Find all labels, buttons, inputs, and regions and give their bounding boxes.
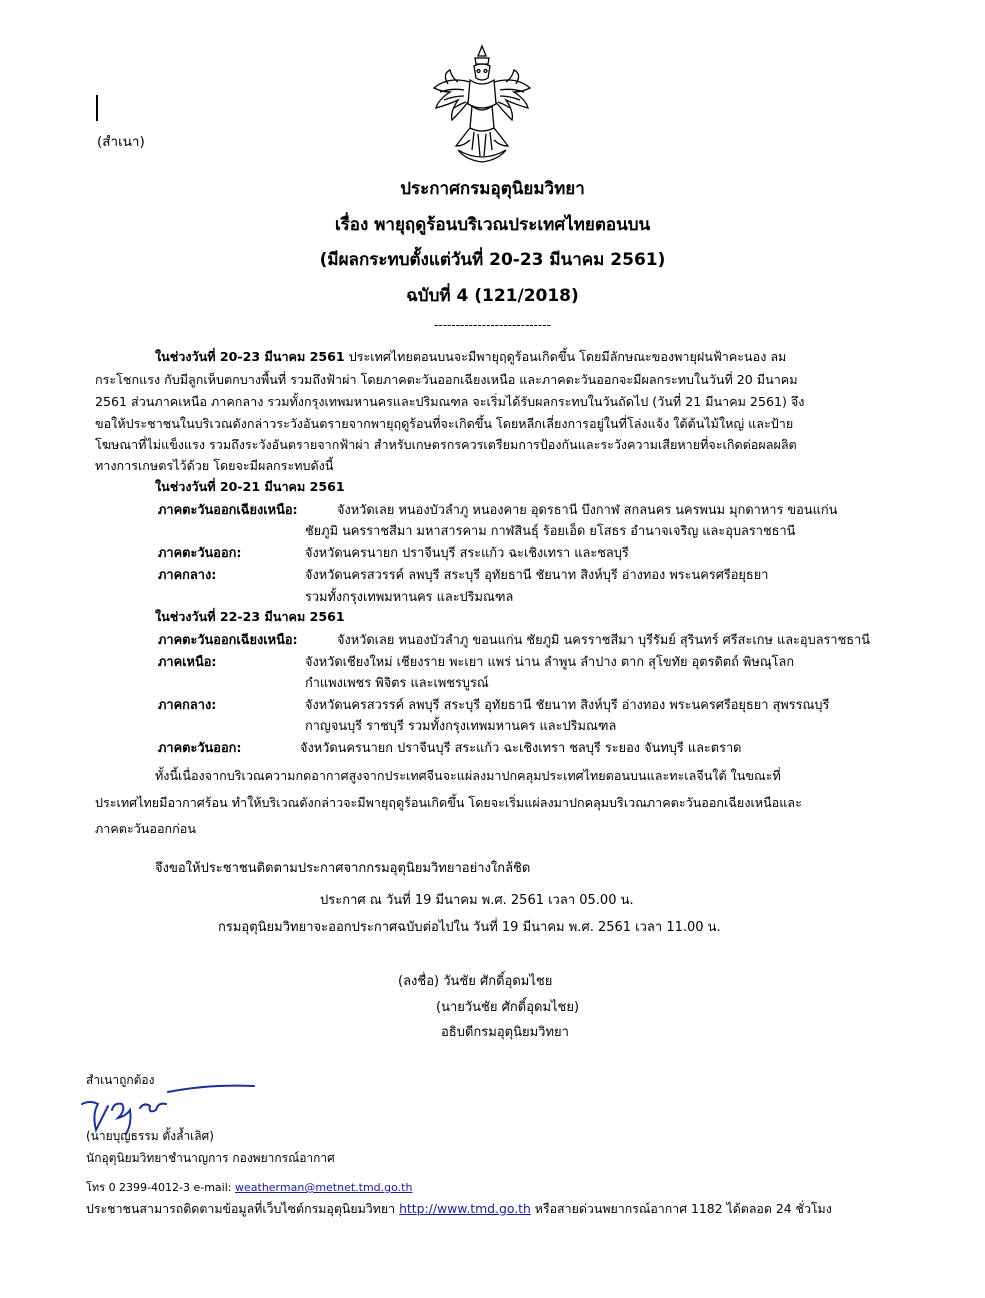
title-line-4: ฉบับที่ 4 (121/2018) (406, 286, 579, 306)
period1-heading: ในช่วงวันที่ 20-21 มีนาคม 2561 (155, 479, 345, 494)
intro-line-3: 2561 ส่วนภาคเหนือ ภาคกลาง รวมทั้งกรุงเทพมหานครและปริมณฑล จะเริ่มได้รับผลกระทบในวันถัดไป (วันที่ 21 มีนาคม 2561) จึง (95, 394, 805, 409)
intro-line-2: กระโชกแรง กับมีลูกเห็บตกบางพื้นที่ รวมถึงฟ้าผ่า โดยภาคตะวันออกเฉียงเหนือ และภาคตะวันออกจะมีผลกระทบในวันที่ 20 มีนาคม (95, 372, 798, 387)
signatory-name: (นายวันชัย ศักดิ์อุดมไชย) (436, 1000, 580, 1015)
title-line-2: เรื่อง พายุฤดูร้อนบริเวณประเทศไทยตอนบน (334, 215, 651, 235)
separator: --------------------------- (434, 318, 551, 332)
follow-suffix: หรือสายด่วนพยากรณ์อากาศ 1182 ได้ตลอด 24 ชั่วโมง (530, 1201, 832, 1216)
intro-line-5: โฆษณาที่ไม่แข็งแรง รวมถึงระวังอันตรายจากฟ้าผ่า สำหรับเกษตรกรควรเตรียมการป้องกันและระวังความเสียหายที่จะเกิดต่อผลผลิต (95, 437, 797, 452)
copy-mark: (สำเนา) (97, 134, 145, 150)
period2-central-line-1: จังหวัดนครสวรรค์ ลพบุรี สระบุรี อุทัยธานี ชัยนาท สิงห์บุรี อ่างทอง พระนครศรีอยุธยา สุพรรณบุรี (305, 698, 830, 713)
period2-north-label: ภาคเหนือ: (158, 655, 217, 670)
title-line-3: (มีผลกระทบตั้งแต่วันที่ 20-23 มีนาคม 2561) (319, 250, 666, 270)
period2-north-line-2: กำแพงเพชร พิจิตร และเพชรบูรณ์ (305, 676, 489, 691)
period2-ne-line-1: จังหวัดเลย หนองบัวลำภู ขอนแก่น ชัยภูมิ นครราชสีมา บุรีรัมย์ สุรินทร์ ศรีสะเกษ และอุบลราชธานี (337, 633, 871, 648)
period2-ne-label: ภาคตะวันออกเฉียงเหนือ: (158, 633, 298, 648)
period1-ne-label: ภาคตะวันออกเฉียงเหนือ: (158, 503, 298, 518)
website-link[interactable]: http://www.tmd.go.th (399, 1201, 531, 1216)
cause-line-3: ภาคตะวันออกก่อน (95, 821, 196, 836)
period2-north-line-1: จังหวัดเชียงใหม่ เชียงราย พะเยา แพร่ น่าน ลำพูน ลำปาง ตาก สุโขทัย อุตรดิตถ์ พิษณุโลก (305, 655, 795, 670)
period2-central-line-2: กาญจนบุรี ราชบุรี รวมทั้งกรุงเทพมหานคร และปริมณฑล (305, 719, 617, 734)
period2-east-line-1: จังหวัดนครนายก ปราจีนบุรี สระแก้ว ฉะเชิงเทรา ชลบุรี ระยอง จันทบุรี และตราด (300, 741, 742, 756)
period2-heading: ในช่วงวันที่ 22-23 มีนาคม 2561 (155, 609, 345, 624)
follow-prefix: ประชาชนสามารถติดตามข้อมูลที่เว็บไซต์กรมอุตุนิยมวิทยา (86, 1201, 400, 1216)
follow-line (86, 1200, 832, 1219)
period1-ne-line-2: ชัยภูมิ นครราชสีมา มหาสารคาม กาฬสินธุ์ ร้อยเอ็ด ยโสธร อำนาจเจริญ และอุบลราชธานี (305, 524, 796, 539)
contact-line (86, 1178, 412, 1196)
intro-line-6: ทางการเกษตรไว้ด้วย โดยจะมีผลกระทบดังนี้ (95, 458, 334, 473)
email-link[interactable]: weatherman@metnet.tmd.go.th (235, 1181, 413, 1194)
cause-line-1: ทั้งนี้เนื่องจากบริเวณความกดอากาศสูงจากประเทศจีนจะแผ่ลงมาปกคลุมประเทศไทยตอนบนและทะเลจีนใต้ ในขณะที่ (155, 768, 781, 783)
phone-text: โทร 0 2399-4012-3 e-mail: (86, 1181, 235, 1194)
text-cursor (96, 95, 98, 121)
signed-line: (ลงชื่อ) วันชัย ศักดิ์อุดมไชย (398, 974, 553, 989)
period2-east-label: ภาคตะวันออก: (158, 741, 242, 756)
period1-east-line-1: จังหวัดนครนายก ปราจีนบุรี สระแก้ว ฉะเชิงเทรา และชลบุรี (305, 546, 629, 561)
intro-line-4: ขอให้ประชาชนในบริเวณดังกล่าวระวังอันตรายจากพายุฤดูร้อนที่จะเกิดขึ้น โดยหลีกเลี่ยงการอยู่ในที่โล่งแจ้ง ใต้ต้นไม้ใหญ่ และป้าย (95, 416, 794, 431)
advice-text: จึงขอให้ประชาชนติดตามประกาศจากกรมอุตุนิยมวิทยาอย่างใกล้ชิด (155, 861, 531, 876)
period2-central-label: ภาคกลาง: (158, 698, 217, 713)
period1-ne-line-1: จังหวัดเลย หนองบัวลำภู หนองคาย อุดรธานี บึงกาฬ สกลนคร นครพนม มุกดาหาร ขอนแก่น (337, 503, 838, 518)
cause-line-2: ประเทศไทยมีอากาศร้อน ทำให้บริเวณดังกล่าวจะมีพายุฤดูร้อนเกิดขึ้น โดยจะเริ่มแผ่ลงมาปกคลุมบริเวณภาคตะวันออกเฉียงเหนือและ (95, 795, 802, 810)
signatory-position: อธิบดีกรมอุตุนิยมวิทยา (441, 1025, 569, 1040)
certified-position: นักอุตุนิยมวิทยาชำนาญการ กองพยากรณ์อากาศ (86, 1151, 335, 1165)
intro-line-1: ในช่วงวันที่ 20-23 มีนาคม 2561 ประเทศไทยตอนบนจะมีพายุฤดูร้อนเกิดขึ้น โดยมีลักษณะของพายุฝนฟ้าคะนอง ลม (155, 349, 787, 364)
issued-date: ประกาศ ณ วันที่ 19 มีนาคม พ.ศ. 2561 เวลา 05.00 น. (320, 893, 634, 908)
next-issue: กรมอุตุนิยมวิทยาจะออกประกาศฉบับต่อไปใน วันที่ 19 มีนาคม พ.ศ. 2561 เวลา 11.00 น. (218, 920, 721, 935)
period1-central-line-1: จังหวัดนครสวรรค์ ลพบุรี สระบุรี อุทัยธานี ชัยนาท สิงห์บุรี อ่างทอง พระนครศรีอยุธยา (305, 568, 769, 583)
period1-central-line-2: รวมทั้งกรุงเทพมหานคร และปริมณฑล (305, 590, 514, 605)
certified-label: สำเนาถูกต้อง (86, 1073, 155, 1087)
garuda-emblem (428, 42, 536, 168)
period1-east-label: ภาคตะวันออก: (158, 546, 242, 561)
title-line-1: ประกาศกรมอุตุนิยมวิทยา (400, 179, 585, 199)
certified-name: (นายบุญธรรม ตั้งล้ำเลิศ) (86, 1129, 214, 1143)
intro-lead: ในช่วงวันที่ 20-23 มีนาคม 2561 (155, 349, 345, 364)
period1-central-label: ภาคกลาง: (158, 568, 217, 583)
